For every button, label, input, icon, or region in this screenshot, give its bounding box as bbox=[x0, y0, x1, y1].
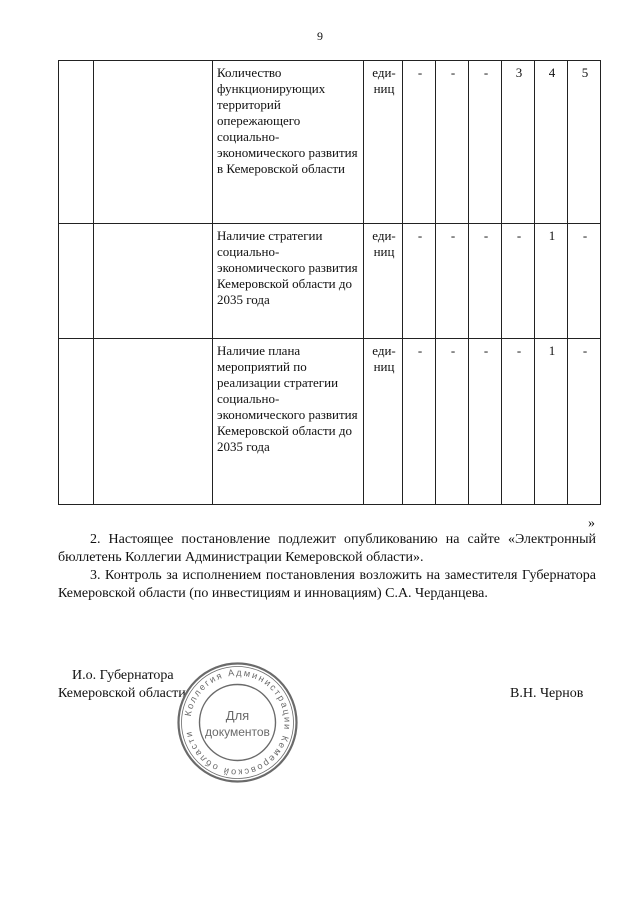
value-cell: - bbox=[469, 339, 502, 505]
unit-cell bbox=[364, 339, 403, 505]
value-cell: - bbox=[502, 224, 535, 339]
closing-quote: » bbox=[588, 516, 595, 531]
value-cell: - bbox=[469, 61, 502, 224]
value-cell: - bbox=[568, 339, 601, 505]
signatory-name: В.Н. Чернов bbox=[510, 686, 584, 701]
indicator-name: Наличие плана мероприятий по реализации стратегии социально-экономического развития Кемеровской области до 2035 года bbox=[213, 339, 364, 505]
row-number-cell bbox=[59, 224, 94, 339]
value-cell: - bbox=[403, 224, 436, 339]
paragraph-control: 3. Контроль за исполнением постановления возложить на заместителя Губернатора Кемеровской области (по инвестициям и инновациям) С.А. Черданцева. bbox=[58, 568, 596, 601]
table-row bbox=[59, 339, 601, 505]
indicator-name: Наличие стратегии социально-экономического развития Кемеровской области до 2035 года bbox=[213, 224, 364, 339]
value-cell: - bbox=[436, 61, 469, 224]
stamp-center-line2: документов bbox=[205, 725, 270, 739]
value-cell: - bbox=[568, 224, 601, 339]
unit-text: еди- ниц bbox=[372, 65, 396, 96]
paragraph-publication: 2. Настоящее постановление подлежит опубликованию на сайте «Электронный бюллетень Коллегии Администрации Кемеровской области». bbox=[58, 532, 596, 565]
indicator-name: Количество функционирующих территорий опережающего социально-экономического развития в Кемеровской области bbox=[213, 61, 364, 224]
unit-text: еди- ниц bbox=[372, 343, 396, 374]
stamp-center-line1: Для bbox=[225, 708, 250, 723]
value-cell: - bbox=[469, 224, 502, 339]
value-cell: - bbox=[403, 61, 436, 224]
value-cell: 1 bbox=[535, 339, 568, 505]
table-row bbox=[59, 224, 601, 339]
value-cell: - bbox=[436, 339, 469, 505]
row-number-cell bbox=[59, 61, 94, 224]
stamp-ring-text: Коллегия Администрации Кемеровской области bbox=[182, 667, 293, 778]
value-cell: 4 bbox=[535, 61, 568, 224]
value-cell: - bbox=[403, 339, 436, 505]
row-number-cell bbox=[59, 339, 94, 505]
table-row bbox=[59, 61, 601, 224]
goal-cell bbox=[94, 224, 213, 339]
signatory-title-line2: Кемеровской области bbox=[58, 686, 186, 701]
official-stamp bbox=[175, 660, 300, 785]
value-cell: 3 bbox=[502, 61, 535, 224]
indicators-table bbox=[58, 60, 601, 505]
unit-cell bbox=[364, 61, 403, 224]
value-cell: 1 bbox=[535, 224, 568, 339]
unit-cell bbox=[364, 224, 403, 339]
goal-cell bbox=[94, 339, 213, 505]
value-cell: - bbox=[436, 224, 469, 339]
signatory-title-line1: И.о. Губернатора bbox=[72, 668, 174, 683]
page-number: 9 bbox=[317, 29, 323, 43]
unit-text: еди- ниц bbox=[372, 228, 396, 259]
value-cell: - bbox=[502, 339, 535, 505]
goal-cell bbox=[94, 61, 213, 224]
value-cell: 5 bbox=[568, 61, 601, 224]
